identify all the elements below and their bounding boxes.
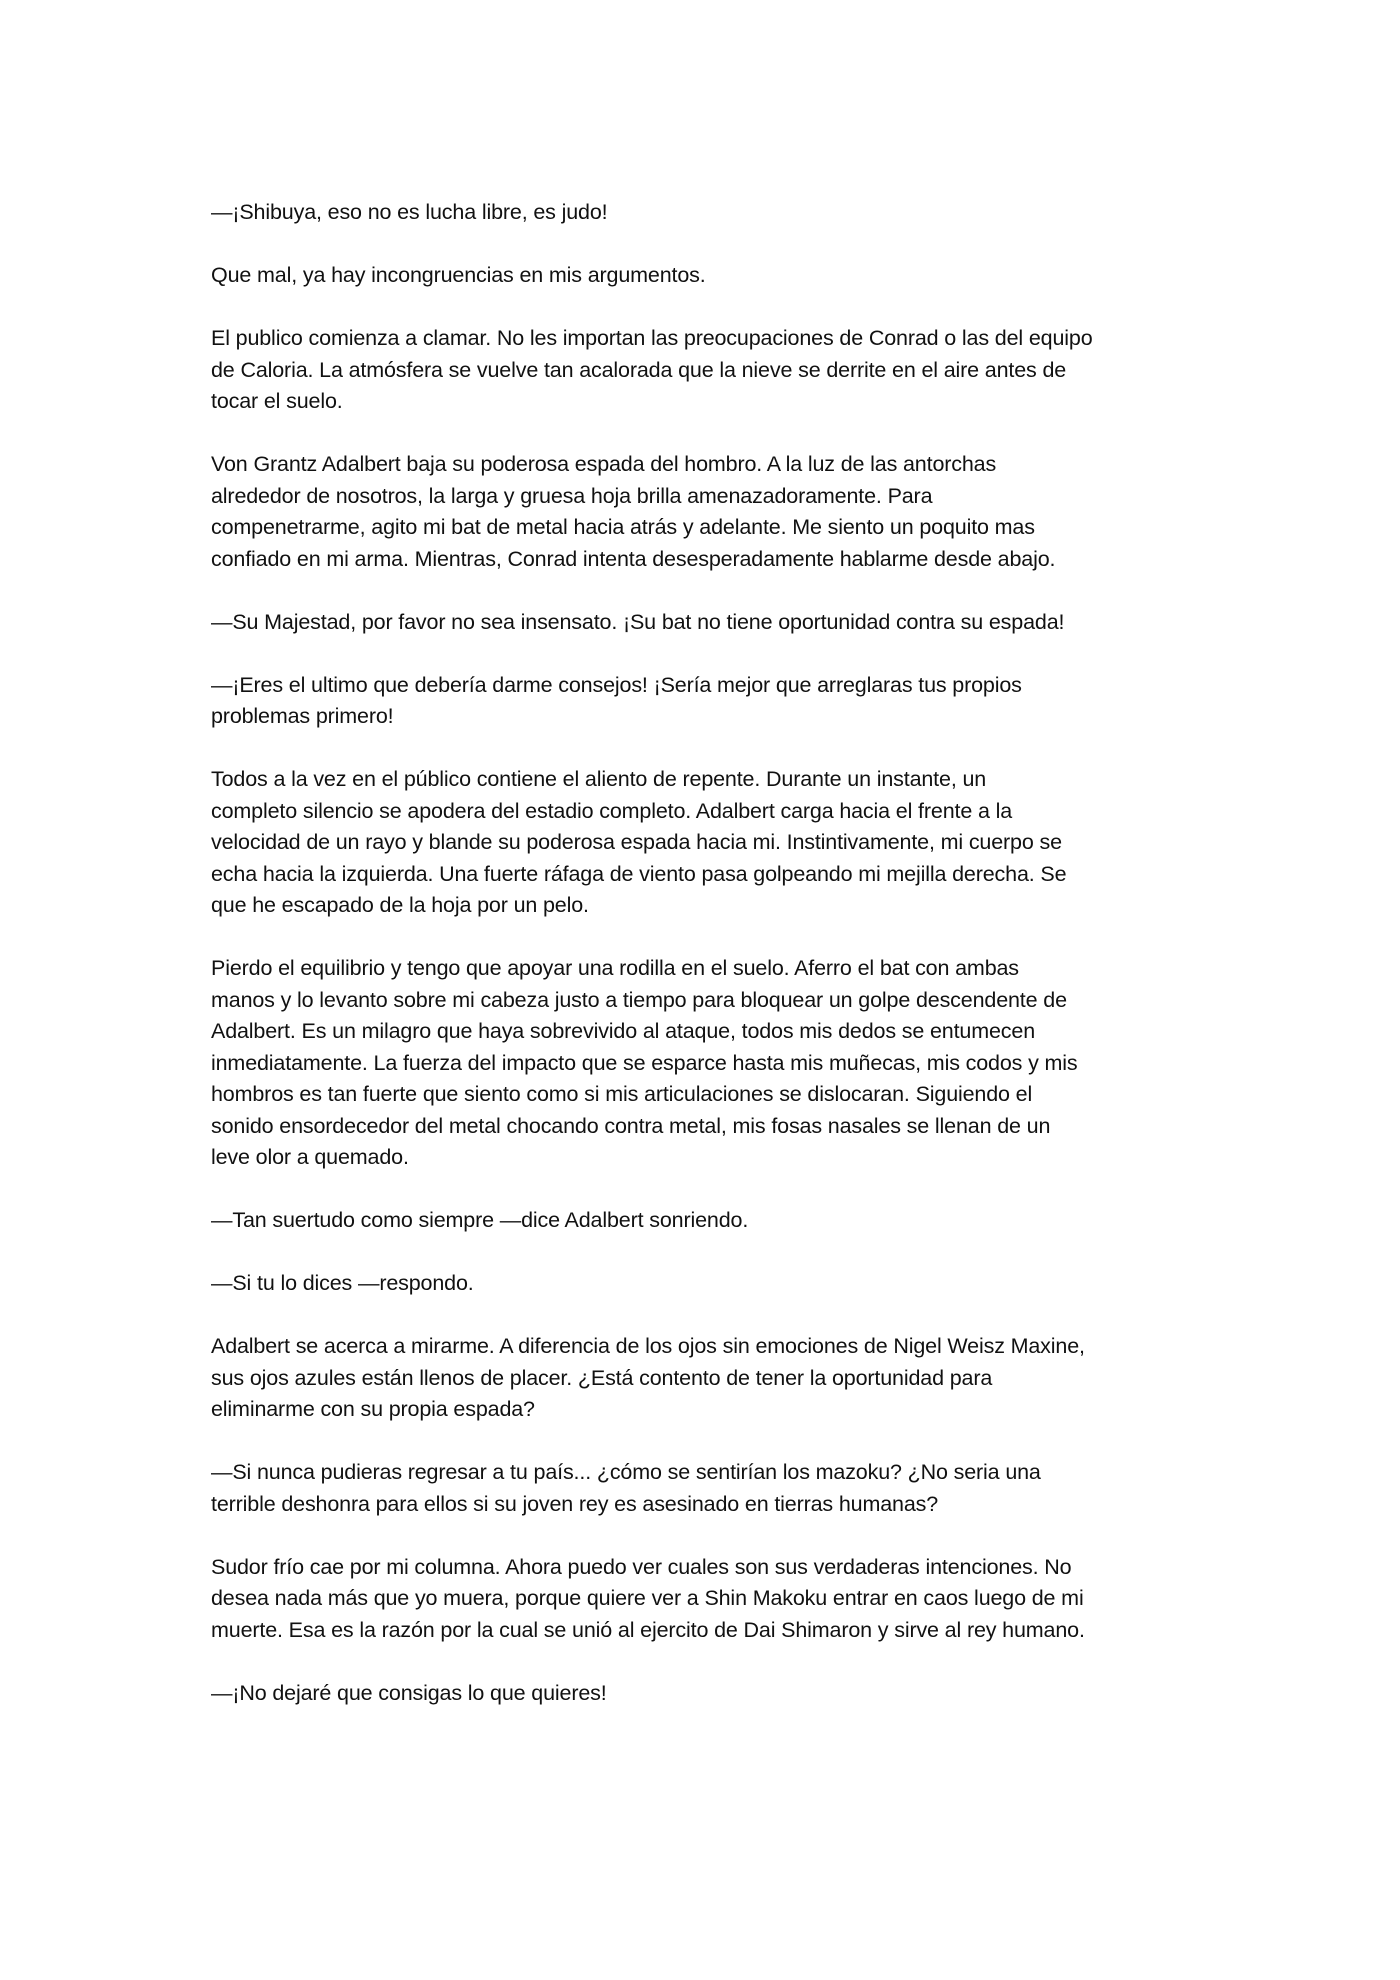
text-line: —¡Shibuya, eso no es lucha libre, es judo! xyxy=(211,200,608,224)
text-line: manos y lo levanto sobre mi cabeza justo a tiempo para bloquear un golpe descendente de xyxy=(211,987,1067,1012)
text-line: eliminarme con su propia espada? xyxy=(211,1397,535,1421)
text-line: compenetrarme, agito mi bat de metal hacia atrás y adelante. Me siento un poquito mas xyxy=(211,515,1035,539)
paragraph-5 xyxy=(211,607,1201,639)
text-line: hombros es tan fuerte que siento como si mis articulaciones se dislocaran. Siguiendo el xyxy=(211,1082,1033,1106)
text-line: Pierdo el equilibrio y tengo que apoyar una rodilla en el suelo. Aferro el bat con ambas xyxy=(211,956,1019,980)
text-line: —Su Majestad, por favor no sea insensato. ¡Su bat no tiene oportunidad contra su espada! xyxy=(211,609,1065,634)
paragraph-11 xyxy=(211,1331,1201,1426)
text-line: tocar el suelo. xyxy=(211,389,343,413)
text-line: terrible deshonra para ellos si su joven rey es asesinado en tierras humanas? xyxy=(211,1491,939,1516)
text-line: Que mal, ya hay incongruencias en mis argumentos. xyxy=(211,263,706,287)
text-line: sonido ensordecedor del metal chocando contra metal, mis fosas nasales se llenan de un xyxy=(211,1113,1051,1138)
text-line: Adalbert. Es un milagro que haya sobrevivido al ataque, todos mis dedos se entumecen xyxy=(211,1019,1036,1043)
paragraph-1 xyxy=(211,197,1201,229)
paragraph-6 xyxy=(211,670,1201,733)
paragraph-2 xyxy=(211,260,1201,292)
text-line: Sudor frío cae por mi columna. Ahora puedo ver cuales son sus verdaderas intenciones. No xyxy=(211,1554,1072,1579)
paragraph-12 xyxy=(211,1457,1201,1520)
text-line: —Si nunca pudieras regresar a tu país... ¿cómo se sentirían los mazoku? ¿No seria una xyxy=(211,1460,1041,1484)
text-line: Von Grantz Adalbert baja su poderosa espada del hombro. A la luz de las antorchas xyxy=(211,452,997,476)
text-line: desea nada más que yo muera, porque quiere ver a Shin Makoku entrar en caos luego de mi xyxy=(211,1586,1084,1610)
text-line: muerte. Esa es la razón por la cual se unió al ejercito de Dai Shimaron y sirve al rey humano. xyxy=(211,1617,1085,1642)
paragraph-3 xyxy=(211,323,1201,418)
text-line: echa hacia la izquierda. Una fuerte ráfaga de viento pasa golpeando mi mejilla derecha. Se xyxy=(211,861,1067,886)
text-line: problemas primero! xyxy=(211,704,394,728)
text-line: El publico comienza a clamar. No les importan las preocupaciones de Conrad o las del equipo xyxy=(211,326,1093,350)
text-line: leve olor a quemado. xyxy=(211,1145,409,1169)
text-line: Adalbert se acerca a mirarme. A diferencia de los ojos sin emociones de Nigel Weisz Maxine, xyxy=(211,1334,1085,1358)
text-line: Todos a la vez en el público contiene el aliento de repente. Durante un instante, un xyxy=(211,767,987,791)
text-line: —Si tu lo dices —respondo. xyxy=(211,1271,474,1295)
text-line: alrededor de nosotros, la larga y gruesa hoja brilla amenazadoramente. Para xyxy=(211,483,933,508)
text-line: confiado en mi arma. Mientras, Conrad intenta desesperadamente hablarme desde abajo. xyxy=(211,546,1056,571)
text-line: inmediatamente. La fuerza del impacto que se esparce hasta mis muñecas, mis codos y mis xyxy=(211,1050,1078,1075)
text-line: sus ojos azules están llenos de placer. ¿Está contento de tener la oportunidad para xyxy=(211,1365,993,1390)
paragraph-8 xyxy=(211,953,1201,1174)
paragraph-14 xyxy=(211,1678,1201,1710)
paragraph-10 xyxy=(211,1268,1201,1300)
text-line: que he escapado de la hoja por un pelo. xyxy=(211,893,589,917)
paragraph-9 xyxy=(211,1205,1201,1237)
text-line: —Tan suertudo como siempre —dice Adalbert sonriendo. xyxy=(211,1208,749,1232)
document-body xyxy=(211,197,1201,1741)
paragraph-4 xyxy=(211,449,1201,575)
text-line: velocidad de un rayo y blande su poderosa espada hacia mi. Instintivamente, mi cuerpo se xyxy=(211,830,1062,854)
text-line: —¡Eres el ultimo que debería darme consejos! ¡Sería mejor que arreglaras tus propios xyxy=(211,672,1022,697)
text-line: de Caloria. La atmósfera se vuelve tan acalorada que la nieve se derrite en el aire antes de xyxy=(211,357,1067,382)
paragraph-7 xyxy=(211,764,1201,922)
paragraph-13 xyxy=(211,1552,1201,1647)
text-line: —¡No dejaré que consigas lo que quieres! xyxy=(211,1680,607,1705)
text-line: completo silencio se apodera del estadio completo. Adalbert carga hacia el frente a la xyxy=(211,798,1013,823)
